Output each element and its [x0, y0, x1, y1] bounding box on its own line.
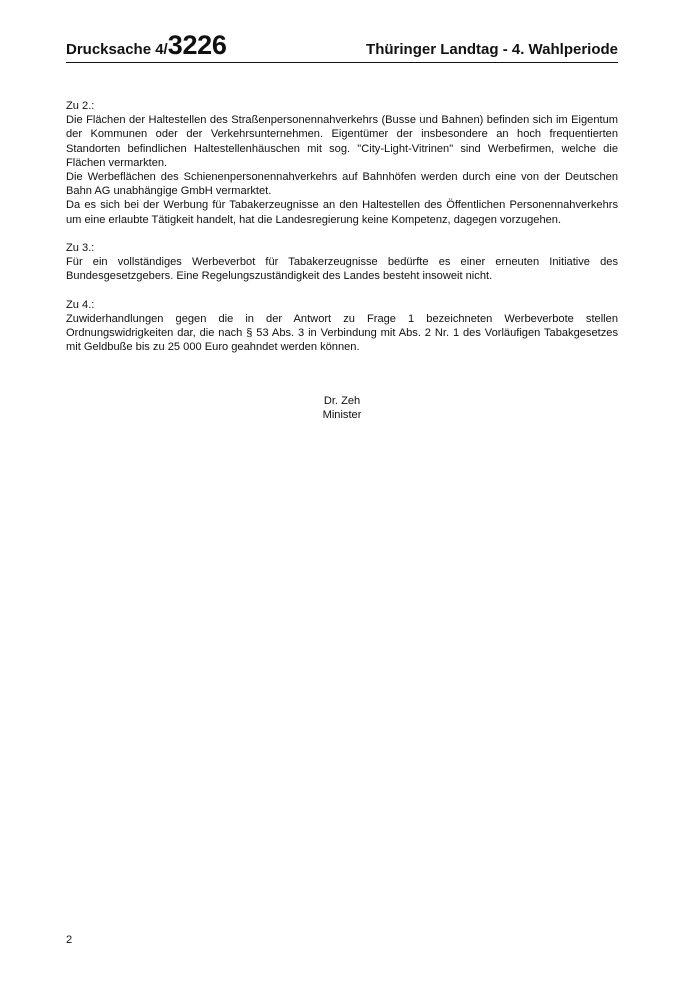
paragraph: Die Werbeflächen des Schienenpersonennahverkehrs auf Bahnhöfen werden durch eine von der Deutschen Bahn AG unabhängige GmbH vermarktet.	[66, 171, 618, 198]
signatory-name: Dr. Zeh	[323, 395, 361, 407]
paragraph: Für ein vollständiges Werbeverbot für Tabakerzeugnisse bedürfte es einer erneuten Initiative des Bundesgesetzgebers. Eine Regelungszuständigkeit des Landes besteht insoweit nicht.	[66, 256, 618, 283]
parliament-title: Thüringer Landtag - 4. Wahlperiode	[366, 41, 618, 58]
paragraph: Da es sich bei der Werbung für Tabakerzeugnisse an den Haltestellen des Öffentlichen Personennahverkehrs um eine erlaubte Tätigkeit handelt, hat die Landesregierung keine Kompetenz, dagegen vorzugehen.	[66, 199, 618, 226]
page-number: 2	[66, 934, 73, 946]
section-heading: Zu 3.:	[66, 242, 95, 255]
section-heading: Zu 4.:	[66, 298, 95, 311]
document-number	[66, 32, 227, 59]
signature-block	[66, 394, 618, 422]
page-header	[66, 30, 618, 63]
section-zu-4	[66, 298, 618, 355]
section-zu-3	[66, 241, 618, 284]
section-heading: Zu 2.:	[66, 100, 95, 112]
section-zu-2	[66, 99, 618, 227]
document-body	[66, 99, 618, 369]
signatory-title: Minister	[322, 409, 362, 422]
drucksache-label: Drucksache 4/	[66, 41, 168, 58]
paragraph: Zuwiderhandlungen gegen die in der Antwort zu Frage 1 bezeichneten Werbeverbote stellen Ordnungswidrigkeiten dar, die nach § 53 Abs. 3 in Verbindung mit Abs. 2 Nr. 1 des Vorläufigen Tabakgesetzes mit Geldbuße bis zu 25 000 Euro geahndet werden können.	[66, 313, 618, 354]
paragraph: Die Flächen der Haltestellen des Straßenpersonennahverkehrs (Busse und Bahnen) befinden sich im Eigentum der Kommunen oder der Verkehrsunternehmen. Eigentümer der insbesondere an hoch frequentierten Standorten befindlichen Haltestellenhäuschen mit sog. "City-Light-Vitrinen" sind Werbefirmen, welche die Flächen vermarkten.	[66, 114, 618, 169]
drucksache-number: 3226	[167, 30, 227, 60]
